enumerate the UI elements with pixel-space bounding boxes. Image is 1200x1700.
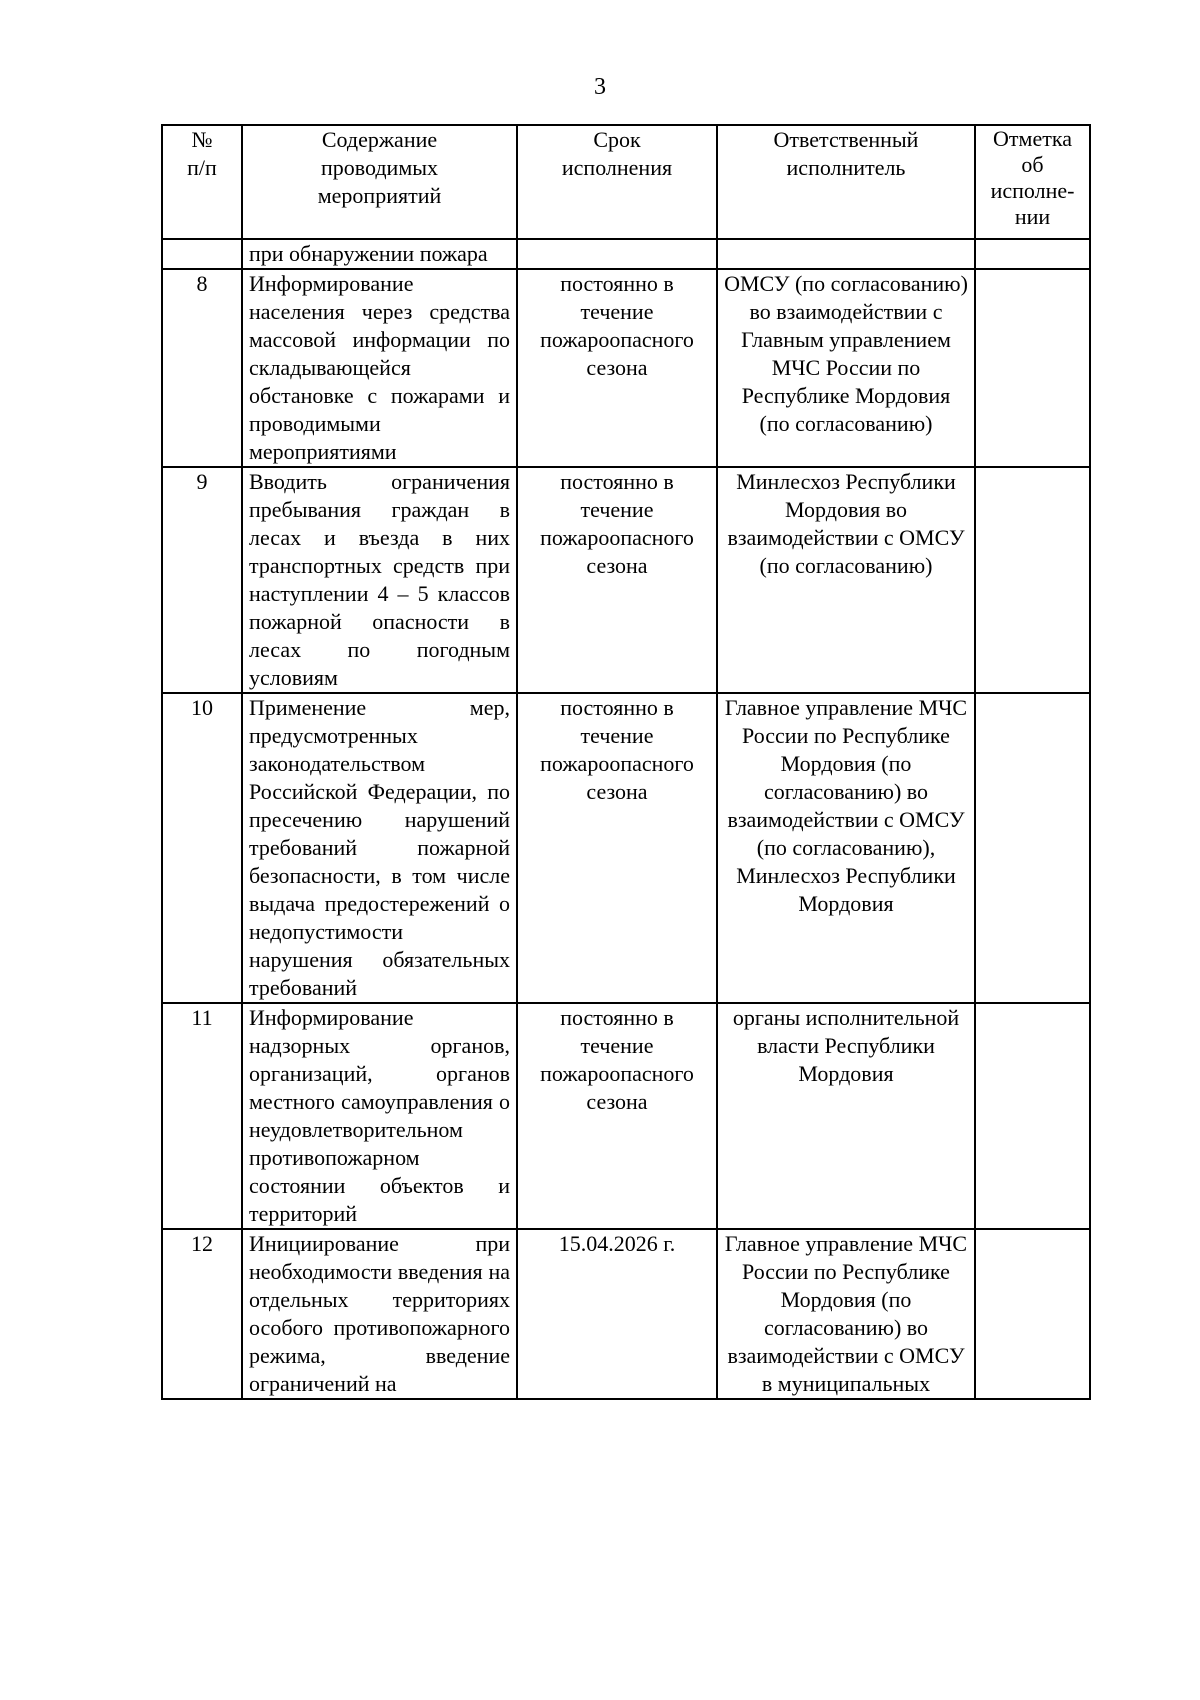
page-number: 3 [594, 74, 606, 100]
row-mark [975, 269, 1090, 467]
events-table [161, 124, 1091, 1400]
row-number: 10 [162, 693, 242, 1003]
row-number: 12 [162, 1229, 242, 1399]
row-number: 8 [162, 269, 242, 467]
row-deadline: 15.04.2026 г. [517, 1229, 717, 1399]
header-deadline: Срок исполнения [517, 125, 717, 239]
row-responsible: ОМСУ (по согласованию) во взаимодействии с Главным управлением МЧС России по Республике Мордовия (по согласованию) [717, 269, 975, 467]
row-mark [975, 239, 1090, 269]
header-number: № п/п [162, 125, 242, 239]
row-responsible: Главное управление МЧС России по Республике Мордовия (по согласованию) во взаимодействии с ОМСУ (по согласованию), Минлесхоз Республики Мордовия [717, 693, 975, 1003]
table-header-row [162, 125, 1090, 239]
row-content: Информирование надзорных органов, организаций, органов местного самоуправления о неудовлетворительном противопожарном состоянии объектов и территорий [242, 1003, 517, 1229]
row-responsible: Главное управление МЧС России по Республике Мордовия (по согласованию) во взаимодействии с ОМСУ в муниципальных [717, 1229, 975, 1399]
row-responsible: органы исполнительной власти Республики Мордовия [717, 1003, 975, 1229]
row-mark [975, 467, 1090, 693]
row-deadline: постоянно в течение пожароопасного сезона [517, 269, 717, 467]
row-number [162, 239, 242, 269]
row-content: Информирование населения через средства массовой информации по складывающейся обстановке с пожарами и проводимыми мероприятиями [242, 269, 517, 467]
row-responsible: Минлесхоз Республики Мордовия во взаимодействии с ОМСУ (по согласованию) [717, 467, 975, 693]
row-deadline: постоянно в течение пожароопасного сезона [517, 1003, 717, 1229]
table-row [162, 1003, 1090, 1229]
row-deadline: постоянно в течение пожароопасного сезона [517, 467, 717, 693]
table-row [162, 467, 1090, 693]
header-mark: Отметка об исполне- нии [975, 125, 1090, 239]
row-mark [975, 1003, 1090, 1229]
table-row [162, 239, 1090, 269]
row-content: Применение мер, предусмотренных законодательством Российской Федерации, по пресечению нарушений требований пожарной безопасности, в том числе выдача предостережений о недопустимости нарушения обязательных требований [242, 693, 517, 1003]
table-row [162, 269, 1090, 467]
table-row [162, 1229, 1090, 1399]
row-number: 11 [162, 1003, 242, 1229]
row-content: при обнаружении пожара [242, 239, 517, 269]
row-content: Вводить ограничения пребывания граждан в лесах и въезда в них транспортных средств при наступлении 4 – 5 классов пожарной опасности в лесах по погодным условиям [242, 467, 517, 693]
header-responsible: Ответственный исполнитель [717, 125, 975, 239]
header-content: Содержание проводимых мероприятий [242, 125, 517, 239]
row-responsible [717, 239, 975, 269]
row-mark [975, 693, 1090, 1003]
row-deadline [517, 239, 717, 269]
table-row [162, 693, 1090, 1003]
row-deadline: постоянно в течение пожароопасного сезона [517, 693, 717, 1003]
row-content: Инициирование при необходимости введения на отдельных территориях особого противопожарного режима, введение ограничений на [242, 1229, 517, 1399]
row-number: 9 [162, 467, 242, 693]
row-mark [975, 1229, 1090, 1399]
